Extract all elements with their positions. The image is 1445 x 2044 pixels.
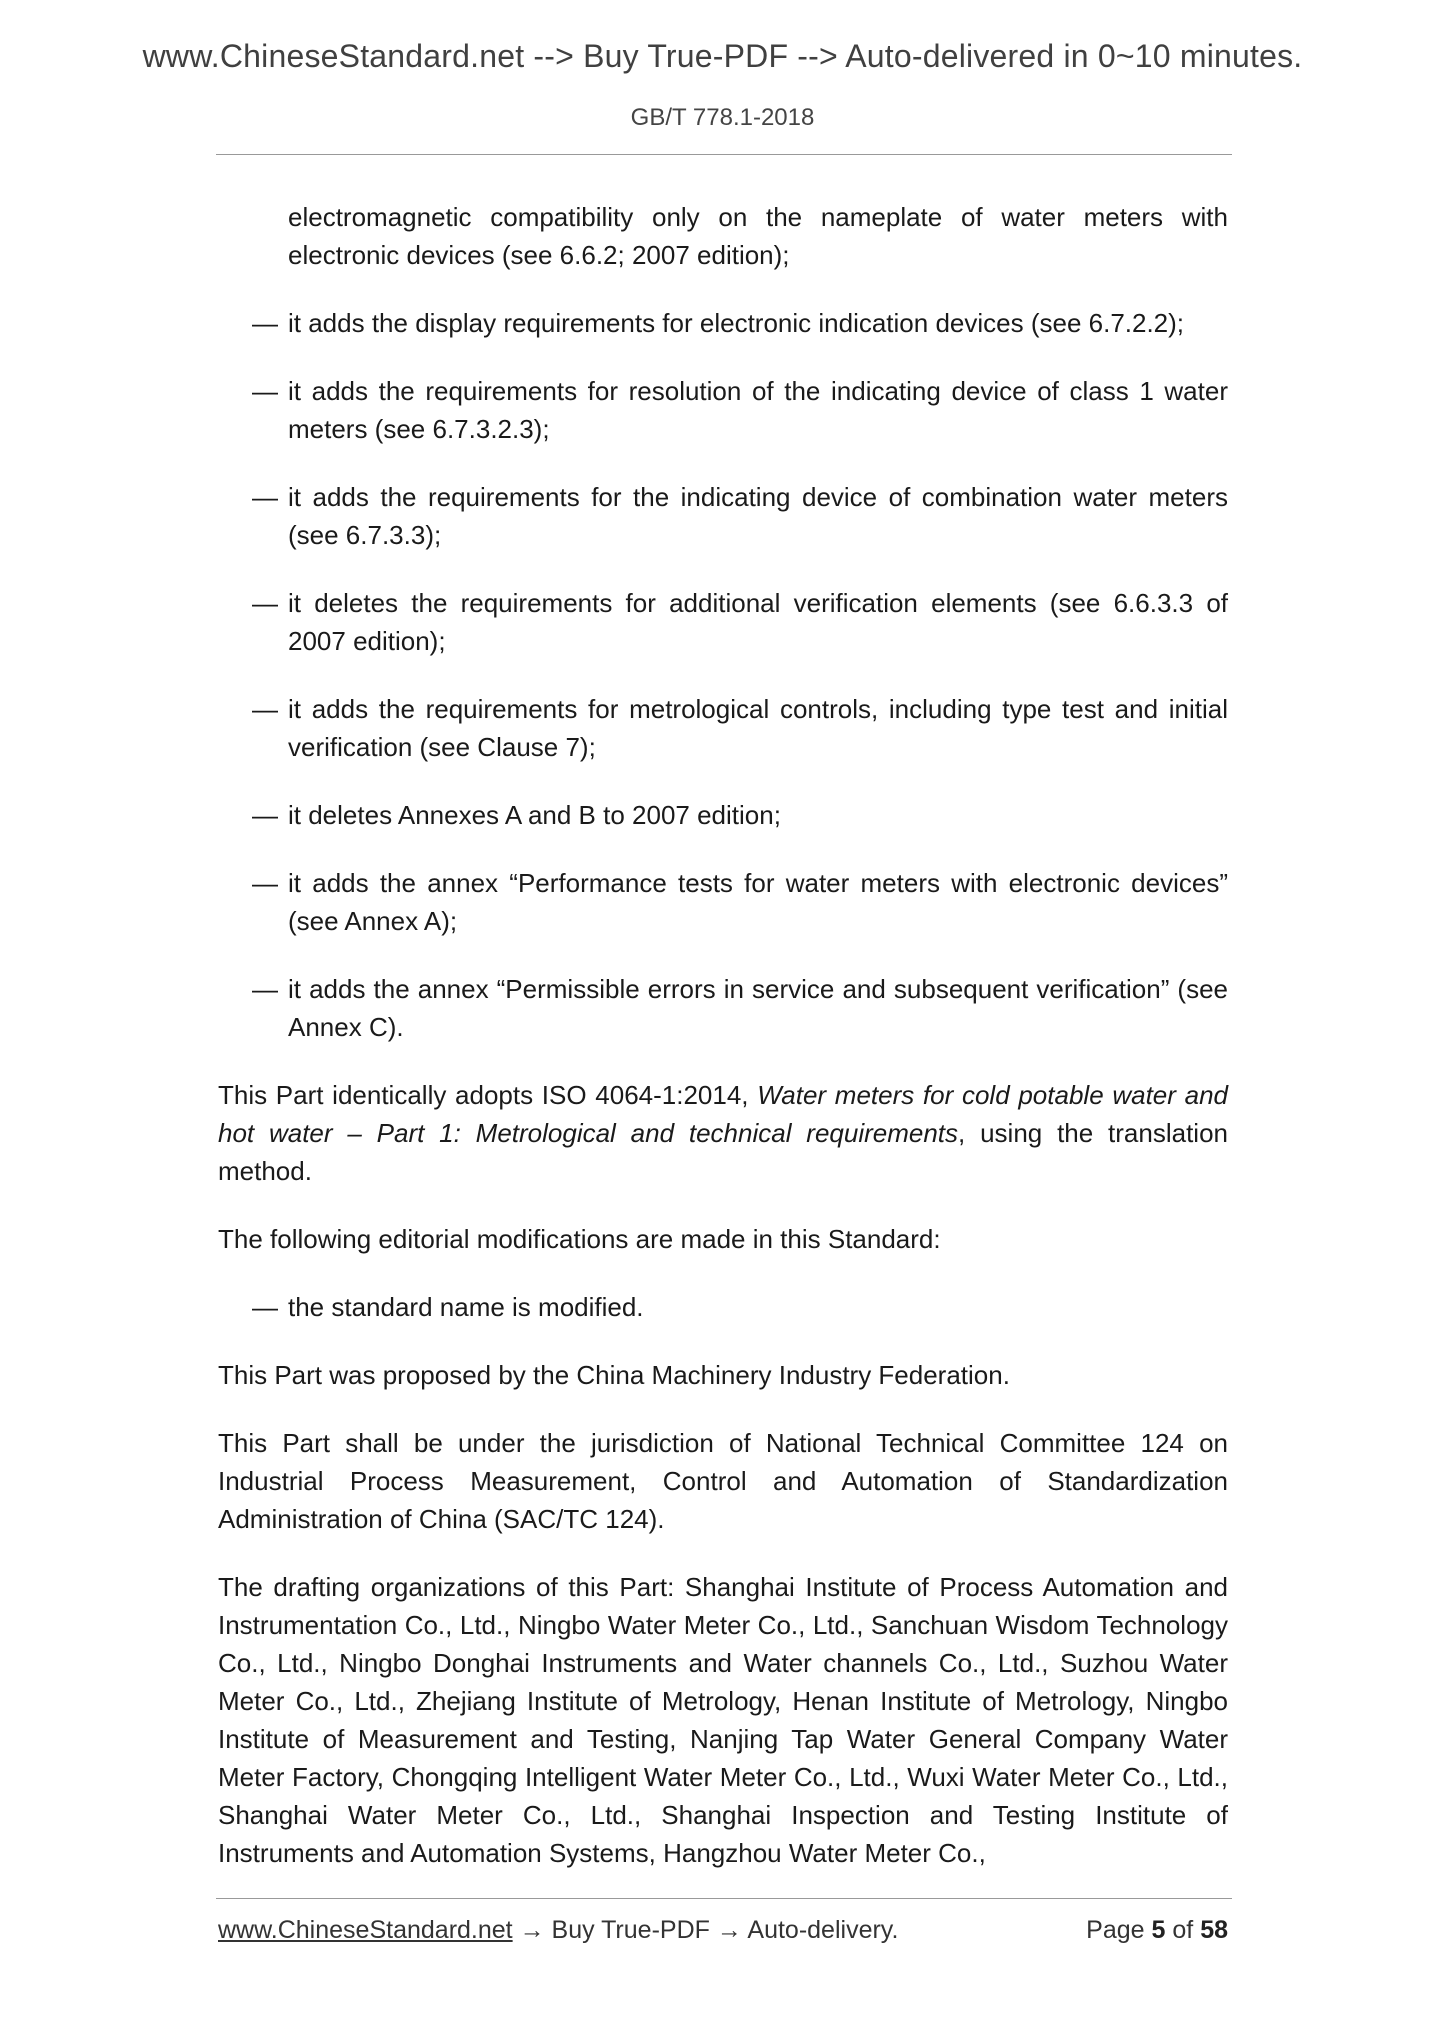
adoption-paragraph [218, 1076, 1228, 1190]
page-indicator [1086, 1916, 1228, 1945]
list-item-text: it adds the requirements for metrological controls, including type test and initial verification (see Clause 7); [288, 694, 1228, 762]
footer-tail: → Buy True-PDF → Auto-delivery. [512, 1916, 899, 1944]
list-item-text: it deletes Annexes A and B to 2007 edition; [288, 800, 781, 830]
dash-marker: — [252, 694, 278, 724]
list-item-text: it adds the requirements for resolution of the indicating device of class 1 water meters (see 6.7.3.2.3); [288, 376, 1228, 444]
list-item [218, 864, 1228, 940]
list-item-text: it adds the requirements for the indicating device of combination water meters (see 6.7.3.3); [288, 482, 1228, 550]
list-item [218, 304, 1228, 342]
dash-marker: — [252, 974, 278, 1004]
list-item [218, 690, 1228, 766]
continuation-text: electromagnetic compatibility only on the nameplate of water meters with electronic devices (see 6.6.2; 2007 edition); [288, 202, 1228, 270]
list-item-text: it deletes the requirements for additional verification elements (see 6.6.3.3 of 2007 edition); [288, 588, 1228, 656]
dash-marker: — [252, 308, 278, 338]
drafting-paragraph: The drafting organizations of this Part: Shanghai Institute of Process Automation and Instrumentation Co., Ltd., Ningbo Water Meter Co., Ltd., Sanchuan Wisdom Technology Co., Ltd., Ningbo Donghai Instruments and Water channels Co., Ltd., Suzhou Water Meter Co., Ltd., Zhejiang Institute of Metrology, Henan Institute of Metrology, Ningbo Institute of Measurement and Testing, Nanjing Tap Water General Company Water Meter Factory, Chongqing Intelligent Water Meter Co., Ltd., Wuxi Water Meter Co., Ltd., Shanghai Water Meter Co., Ltd., Shanghai Inspection and Testing Institute of Instruments and Automation Systems, Hangzhou Water Meter Co., [218, 1572, 1228, 1868]
list-item [218, 1288, 1228, 1326]
site-banner: www.ChineseStandard.net --> Buy True-PDF --> Auto-delivered in 0~10 minutes. [142, 38, 1303, 74]
dash-marker: — [252, 1292, 278, 1322]
page-label: Page [1086, 1916, 1145, 1944]
list-item [218, 970, 1228, 1046]
adoption-suffix: , using the translation method. [218, 1118, 1228, 1186]
editorial-intro: The following editorial modifications are made in this Standard: [218, 1224, 941, 1254]
dash-marker: — [252, 800, 278, 830]
list-item [218, 478, 1228, 554]
dash-marker: — [252, 482, 278, 512]
list-item-text: the standard name is modified. [288, 1292, 644, 1322]
list-item [218, 372, 1228, 448]
page-number: 5 [1151, 1916, 1166, 1944]
of-label: of [1172, 1916, 1194, 1944]
dash-marker: — [252, 868, 278, 898]
dash-marker: — [252, 376, 278, 406]
footer-link[interactable]: www.ChineseStandard.net [218, 1916, 513, 1944]
proposed-paragraph: This Part was proposed by the China Machinery Industry Federation. [218, 1360, 1010, 1390]
adoption-prefix: This Part identically adopts ISO 4064-1:2014, [218, 1080, 758, 1110]
list-item [218, 584, 1228, 660]
list-item [218, 796, 1228, 834]
page-content [218, 198, 1228, 1872]
document-id: GB/T 778.1-2018 [630, 104, 815, 131]
iso-title: Water meters for cold potable water and hot water – Part 1: Metrological and technical requirements [218, 1080, 1228, 1148]
list-item-text: it adds the annex “Permissible errors in service and subsequent verification” (see Annex C). [288, 974, 1228, 1042]
footer-divider [216, 1898, 1232, 1899]
page-total: 58 [1200, 1916, 1228, 1944]
list-item-text: it adds the annex “Performance tests for water meters with electronic devices” (see Annex A); [288, 868, 1228, 936]
footer-promo [218, 1916, 898, 1945]
header-divider [216, 154, 1232, 155]
jurisdiction-paragraph: This Part shall be under the jurisdiction of National Technical Committee 124 on Industrial Process Measurement, Control and Automation of Standardization Administration of China (SAC/TC 124). [218, 1428, 1228, 1534]
dash-marker: — [252, 588, 278, 618]
list-item-text: it adds the display requirements for electronic indication devices (see 6.7.2.2); [288, 308, 1185, 338]
